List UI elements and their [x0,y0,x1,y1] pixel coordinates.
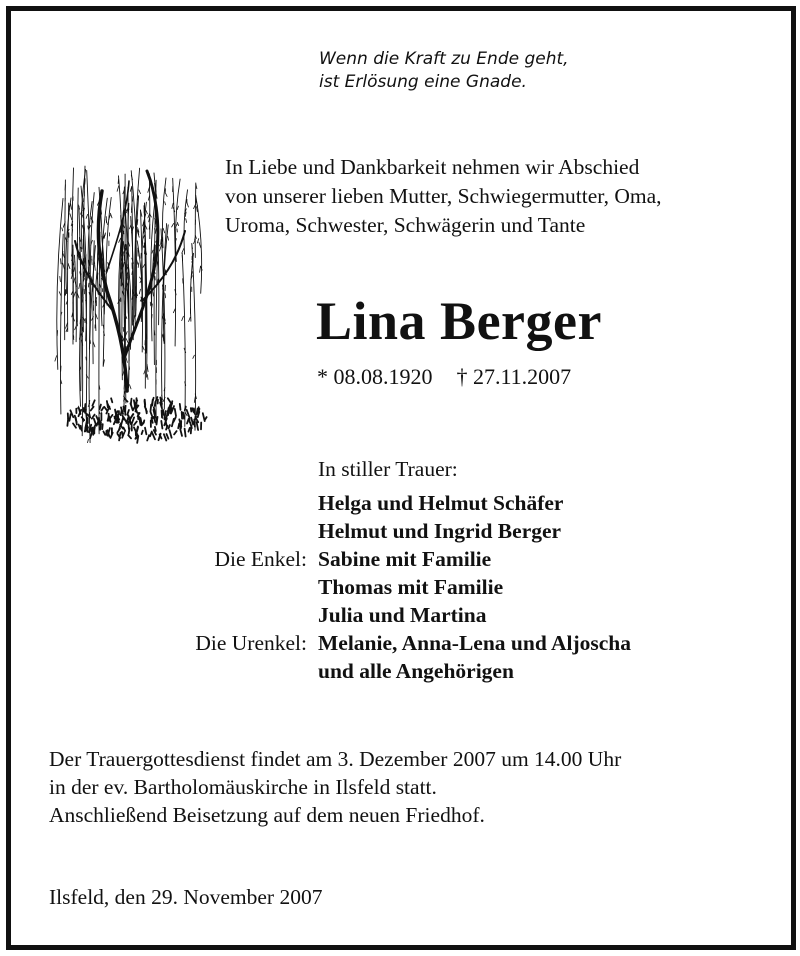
service-line: Der Trauergottesdienst findet am 3. Dezember 2007 um 14.00 Uhr [49,747,622,771]
mourner-names: Sabine mit Familie [318,547,492,571]
death-date: † 27.11.2007 [456,364,572,389]
mourner-names: Thomas mit Familie [318,575,504,599]
mourner-names: Julia und Martina [318,603,487,627]
mourner-names: und alle Angehörigen [318,659,514,683]
motto-line: Wenn die Kraft zu Ende geht, [319,49,569,69]
mourner-row [11,545,791,573]
mourning-label: In stiller Trauer: [318,457,458,481]
mourner-names: Helga und Helmut Schäfer [318,491,564,515]
funeral-service-info [49,745,621,829]
service-line: in der ev. Bartholomäuskirche in Ilsfeld statt. [49,775,437,799]
weeping-willow-icon [47,151,217,451]
mourners-list [11,489,791,685]
life-dates [317,363,571,391]
mourner-row [11,601,791,629]
farewell-line: von unserer lieben Mutter, Schwiegermutter, Oma, [225,184,662,208]
farewell-line: Uroma, Schwester, Schwägerin und Tante [225,213,586,237]
service-line: Anschließend Beisetzung auf dem neuen Friedhof. [49,803,485,827]
mourner-row [11,517,791,545]
motto [319,48,569,94]
farewell-text [225,153,662,240]
mourner-role: Die Urenkel: [195,631,307,655]
farewell-line: In Liebe und Dankbarkeit nehmen wir Abschied [225,155,640,179]
mourner-row [11,573,791,601]
obituary-frame [6,6,796,950]
place-and-date: Ilsfeld, den 29. November 2007 [49,885,323,909]
mourner-row [11,657,791,685]
mourner-role: Die Enkel: [214,547,307,571]
motto-line: ist Erlösung eine Gnade. [319,72,527,92]
mourner-names: Melanie, Anna-Lena und Aljoscha [318,631,631,655]
mourner-row [11,489,791,517]
deceased-name: Lina Berger [316,291,602,351]
mourner-row [11,629,791,657]
mourner-names: Helmut und Ingrid Berger [318,519,562,543]
birth-date: * 08.08.1920 [317,364,433,389]
